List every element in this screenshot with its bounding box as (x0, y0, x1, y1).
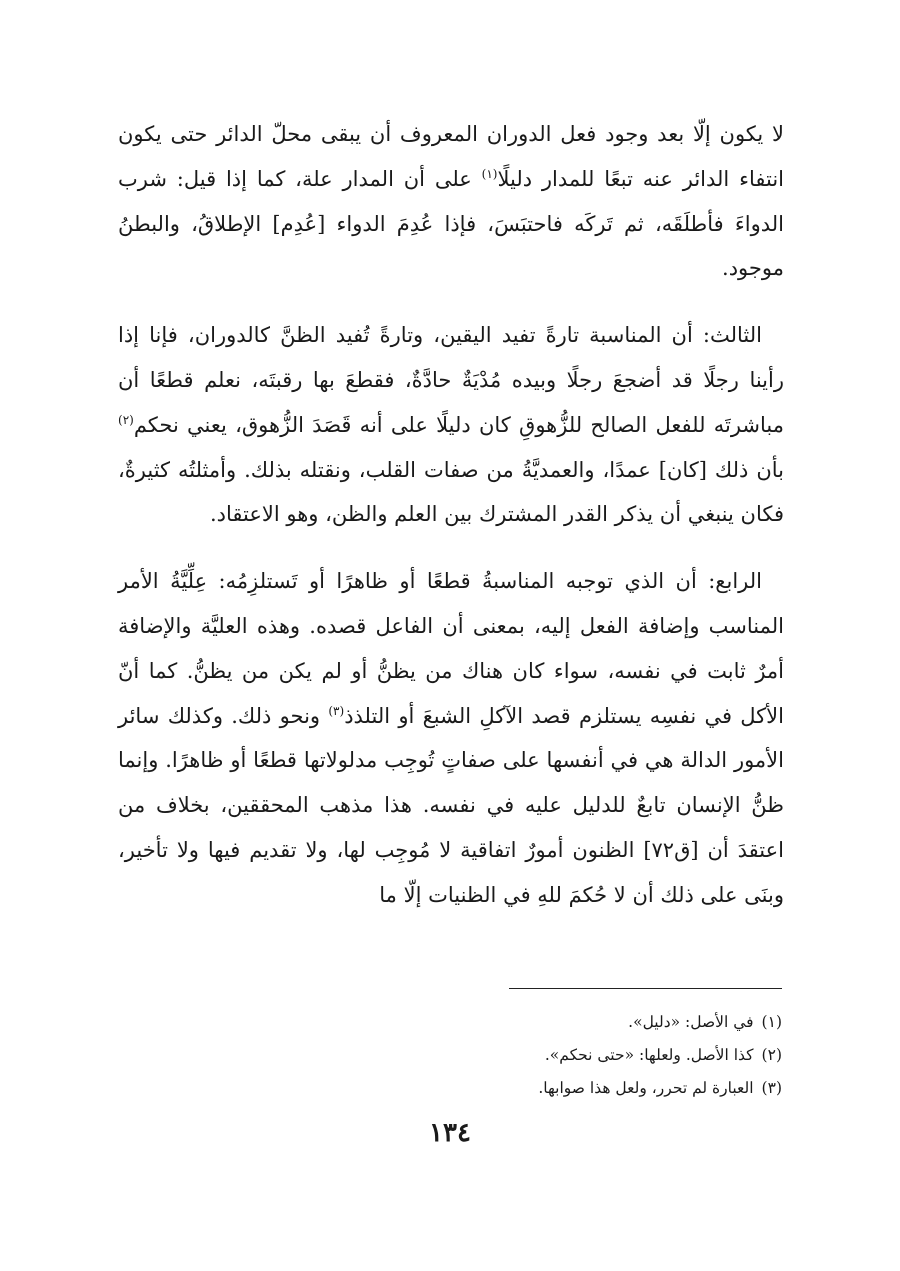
footnote-ref-3: (٣) (328, 703, 345, 718)
paragraph-2 (118, 313, 784, 537)
main-text (118, 112, 784, 918)
paragraph-text: على أن المدار علة، كما إذا قيل: شرب الدواءَ فأطلَقَه، ثم تَركَه فاحتبَسَ، فإذا عُدِمَ الدواء [عُدِم] الإطلاقُ، والبطنُ موجود. (118, 166, 784, 281)
footnote-number: (١) (761, 1013, 782, 1031)
footnote-text: كذا الأصل. ولعلها: «حتى نحكم». (544, 1046, 754, 1064)
paragraph-3 (118, 559, 784, 917)
footnote-ref-1: (١) (481, 166, 498, 181)
paragraph-text: الثالث: أن المناسبة تارةً تفيد اليقين، وتارةً تُفيد الظنَّ كالدوران، فإنا إذا رأينا رجلًا قد أضجعَ رجلًا وبيده مُدْيَةٌ حادَّةٌ، فقطعَ بها رقبتَه، نعلم قطعًا أن مباشرتَه للفعل الصالح للزُّهوقِ كان دليلًا على أنه قَصَدَ الزُّهوق، يعني نحكم (118, 323, 784, 437)
paragraph-text: الرابع: أن الذي توجبه المناسبةُ قطعًا أو ظاهرًا أو تَستلزِمُه: عِلِّيَّةُ الأمر المناسب وإضافة الفعل إليه، بمعنى أن الفاعل قصده. وهذه العليَّة والإضافة أمرٌ ثابت في نفسه، سواء كان هناك من يظنُّ أو لم يكن من يظنُّ. كما أنّ الأكل في نفسِه يستلزم قصد الآكلِ الشبعَ أو التلذذ (118, 569, 784, 728)
footnote-number: (٣) (761, 1079, 782, 1097)
paragraph-1 (118, 112, 784, 291)
paragraph-text: لا يكون إلّا بعد وجود فعل الدوران المعروف أن يبقى محلّ الدائر حتى يكون انتفاء الدائر عنه تبعًا للمدار دليلًا (118, 122, 784, 191)
footnote-number: (٢) (761, 1046, 782, 1064)
footnote-text: في الأصل: «دليل». (628, 1013, 754, 1031)
footnote-2 (118, 1039, 782, 1072)
footnote-3 (118, 1072, 782, 1105)
footnotes (118, 1006, 782, 1105)
footnote-text: العبارة لم تحرر، ولعل هذا صوابها. (538, 1079, 754, 1097)
paragraph-text: ونحو ذلك. وكذلك سائر الأمور الدالة هي في أنفسها على صفاتٍ تُوجِب مدلولاتها قطعًا أو ظاهرًا. وإنما ظنُّ الإنسان تابعٌ للدليل عليه في نفسه. هذا مذهب المحققين، بخلاف من اعتقدَ أن [ق٧٢] الظنون أمورٌ اتفاقية لا مُوجِب لها، ولا تقديم فيها ولا تأخير، وبنَى على ذلك أن لا حُكمَ للهِ في الظنيات إلّا ما (118, 703, 785, 907)
footnote-ref-2: (٢) (118, 412, 134, 427)
paragraph-text: بأن ذلك [كان] عمدًا، والعمديَّةُ من صفات القلب، ونقتله بذلك. وأمثلتُه كثيرةٌ، فكان ينبغي أن يذكر القدر المشترك بين العلم والظن، وهو الاعتقاد. (118, 457, 784, 527)
footnote-separator (509, 988, 782, 989)
footnote-1 (118, 1006, 782, 1039)
page-number: ١٣٤ (429, 1118, 471, 1148)
